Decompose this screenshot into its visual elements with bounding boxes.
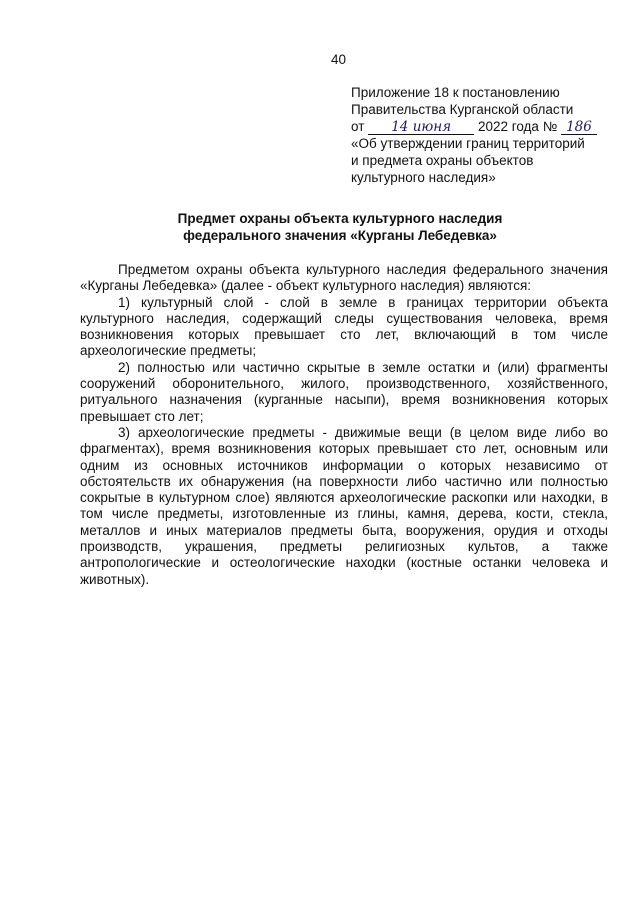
title-line-1: Предмет охраны объекта культурного наследия [177,211,503,226]
appendix-header [351,84,611,186]
page-number: 40 [331,52,347,67]
appendix-line-4: «Об утверждении границ территорий [351,136,585,151]
title-line-2: федерального значения «Курганы Лебедевка» [183,228,497,243]
paragraph-intro: Предметом охраны объекта культурного наследия федерального значения «Курганы Лебедевка» (далее - объект культурного наследия) являются: [80,262,608,294]
paragraph-item-3: 3) археологические предметы - движимые вещи (в целом виде либо во фрагментах), время возникновения которых превышает сто лет, основным или одним из основных источников информации о которых независимо от обстоятельств их обнаружения (на поверхности либо частично или полностью сокрытые в культурном слое) являются археологические раскопки или находки, в том числе предметы, изготовленные из глины, камня, дерева, кости, стекла, металлов и иных материалов предметы быта, вооружения, орудия и отходы производств, украшения, предметы религиозных культов, а также антропологические и остеологические находки (костные останки человека и животных). [80,424,608,587]
appendix-line-1: Приложение 18 к постановлению [351,85,560,100]
document-title [100,210,580,244]
handwritten-date: 14 июня [368,120,474,135]
appendix-line-2: Правительства Курганской области [351,102,574,117]
paragraph-item-2: 2) полностью или частично скрытые в земле остатки и (или) фрагменты сооружений оборонительного, жилого, производственного, хозяйственного, ритуального назначения (курганные насыпи), время возникновения которых превышает сто лет; [80,359,608,424]
appendix-line-5: и предмета охраны объектов [351,153,534,168]
year-text: 2022 года № [477,119,558,134]
handwritten-number: 186 [561,120,597,135]
appendix-date-line [351,118,611,135]
date-prefix: от [351,119,365,134]
appendix-line-6: культурного наследия» [351,170,496,185]
paragraph-item-1: 1) культурный слой - слой в земле в границах территории объекта культурного наследия, содержащий следы существования человека, время возникновения которых превышает сто лет, включающий в том числе археологические предметы; [80,294,608,359]
document-body [80,262,608,588]
